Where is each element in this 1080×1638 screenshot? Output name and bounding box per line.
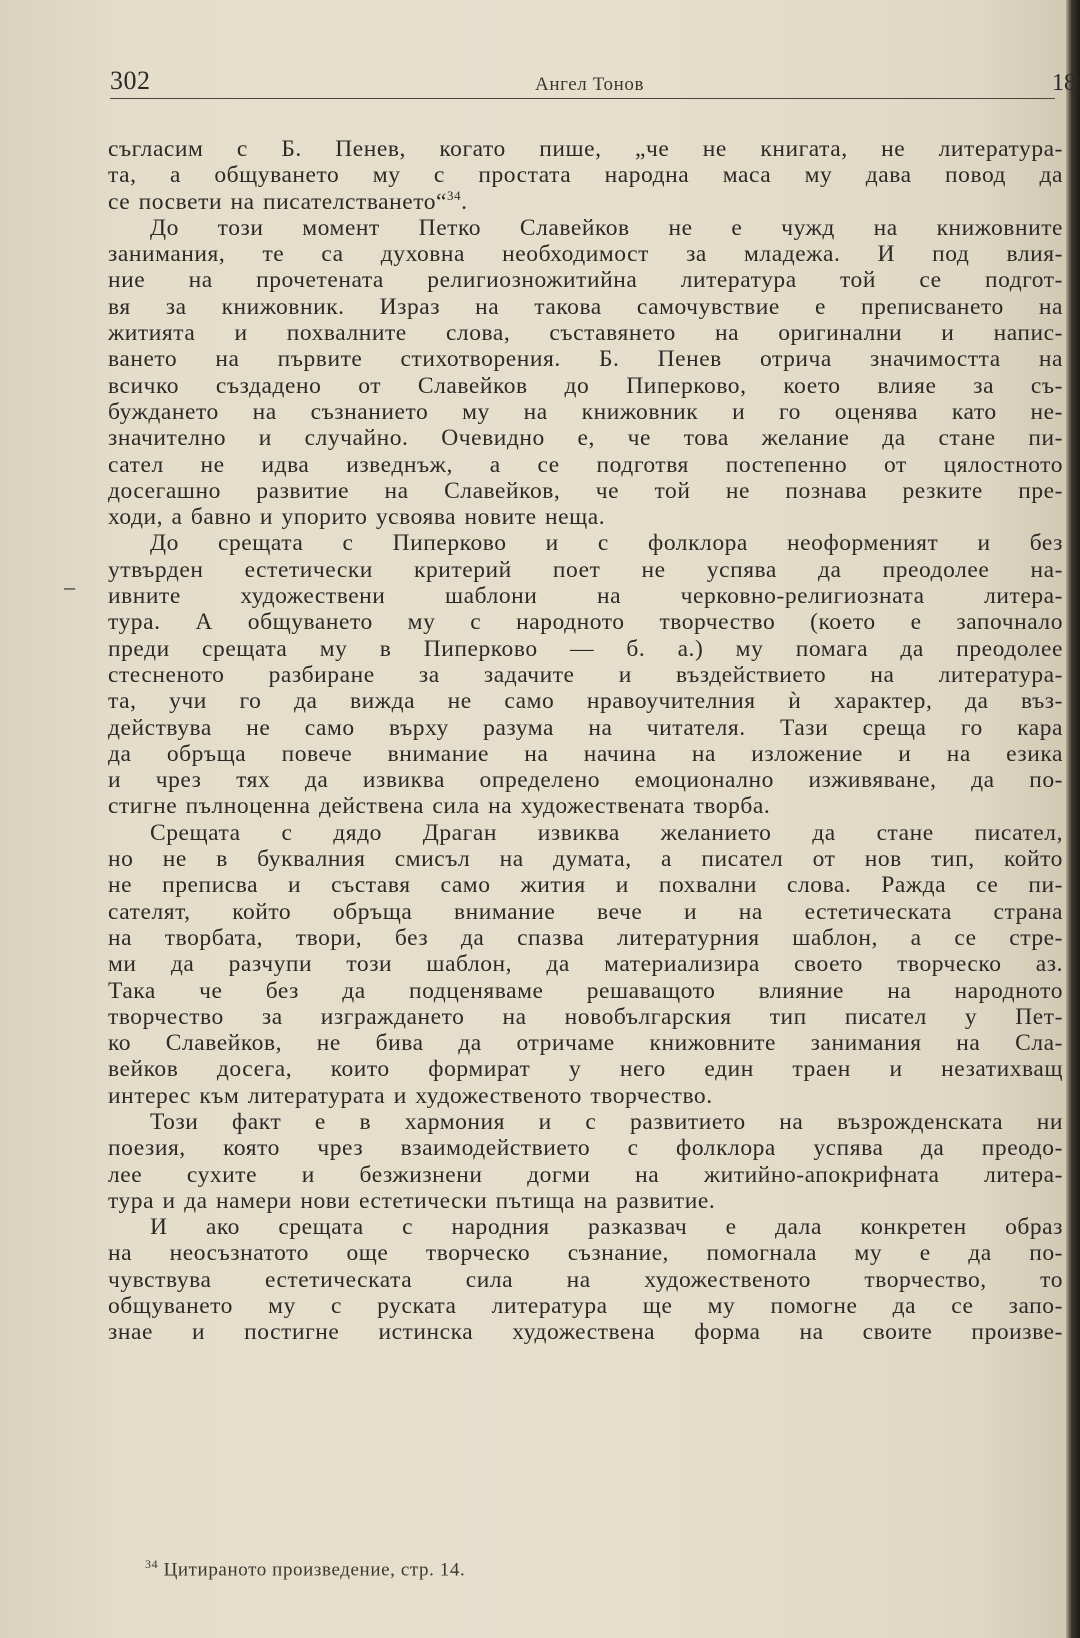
body-text: [108, 136, 1063, 1346]
text-line: [108, 189, 1063, 215]
text-line: да обръща повече внимание на начина на изложение и на езика: [108, 740, 1063, 767]
margin-mark: –: [64, 574, 75, 599]
corner-fragment: 18: [1052, 70, 1076, 96]
text-line: интерес към литературата и художественото творчество.: [108, 1082, 713, 1109]
text-line: стигне пълноценна действена сила на художествената творба.: [108, 793, 771, 820]
text-line: Този факт е в хармония и с развитието на възрожденската ни: [150, 1108, 1063, 1135]
header-rule: [110, 98, 1055, 99]
text-line: действува не само върху разума на читателя. Тази среща го кара: [108, 714, 1063, 741]
paragraph-3: [108, 530, 1063, 819]
text-line: лее сухите и безжизнени догми на житийно-апокрифната литера-: [108, 1161, 1063, 1188]
text-line: сателят, който обръща внимание вече и на естетическата страна: [108, 898, 1063, 925]
footnote-marker: 34: [145, 1557, 159, 1571]
paragraph-2: [108, 215, 1063, 531]
running-title: Ангел Тонов: [535, 74, 645, 95]
text-line: всичко създадено от Славейков до Пиперково, което влияе за съ-: [108, 372, 1063, 399]
text-line: досегашно развитие на Славейков, че той не познава резките пре-: [108, 477, 1063, 504]
text-line: вейков досега, които формират у него един траен и незатихващ: [108, 1056, 1063, 1083]
text-line: До този момент Петко Славейков не е чужд на книжовните: [150, 214, 1063, 241]
text-line: занимания, те са духовна необходимост за младежа. И под влия-: [108, 241, 1063, 268]
page-edge-shadow: [1066, 0, 1080, 1638]
text-line: и чрез тях да извиква определено емоционално изживяване, да по-: [108, 767, 1063, 794]
text-line: знае и постигне истинска художествена форма на своите произве-: [108, 1319, 1063, 1346]
paragraph-4: [108, 820, 1063, 1109]
text-line: чувствува естетическата сила на художественото творчество, то: [108, 1266, 1063, 1293]
text-line: преди срещата му в Пиперково — б. а.) му помага да преодолее: [108, 635, 1063, 662]
text-line: но не в буквалния смисъл на думата, а писател от нов тип, който: [108, 846, 1063, 873]
text-line: съгласим с Б. Пенев, когато пише, „че не книгата, не литература-: [108, 136, 1063, 162]
paragraph-1: [108, 136, 1063, 215]
text-line: ването на първите стихотворения. Б. Пенев отрича значимостта на: [108, 346, 1063, 373]
text-line: общуването му с руската литература ще му помогне да се запо-: [108, 1293, 1063, 1320]
footnote-text: Цитираното произведение, стр. 14.: [163, 1559, 466, 1581]
text-line: утвърден естетически критерий поет не успява да преодолее на-: [108, 556, 1063, 583]
text-line: не преписва и съставя само жития и похвални слова. Ражда се пи-: [108, 872, 1063, 899]
text-line: значително и случайно. Очевидно е, че това желание да стане пи-: [108, 425, 1063, 452]
text-line: поезия, която чрез взаимодействието с фолклора успява да преодо-: [108, 1135, 1063, 1162]
text-line: До срещата с Пиперково и с фолклора неоформеният и без: [150, 530, 1063, 557]
text-line: вя за книжовник. Израз на такова самочувствие е преписването на: [108, 293, 1063, 320]
text-line: тура и да намери нови естетически пътища на развитие.: [108, 1187, 716, 1214]
text-line: ко Славейков, не бива да отричаме книжовните занимания на Сла-: [108, 1030, 1063, 1057]
footnote: [145, 1557, 465, 1581]
text-line: стесненото разбиране за задачите и въздействието на литература-: [108, 661, 1063, 688]
text-line: тура. А общуването му с народното творчество (което е започнало: [108, 609, 1063, 636]
text-line: сател не идва изведнъж, а се подготвя постепенно от цялостното: [108, 451, 1063, 478]
text-line: на творбата, твори, без да спазва литературния шаблон, а се стре-: [108, 924, 1063, 951]
paragraph-6: [108, 1214, 1063, 1345]
text-line: Срещата с дядо Драган извиква желанието да стане писател,: [150, 819, 1063, 846]
sentence-end: .: [461, 188, 468, 215]
text-line: ми да разчупи този шаблон, да материализира своето творческо аз.: [108, 951, 1063, 978]
text-line: на неосъзнатото още творческо съзнание, помогнала му е да по-: [108, 1240, 1063, 1267]
text-line: буждането на съзнанието му на книжовник и го оценява като не-: [108, 398, 1063, 425]
text-line: ходи, а бавно и упорито усвоява новите неща.: [108, 504, 606, 531]
page-header: [110, 66, 1076, 106]
page-number: 302: [110, 66, 151, 95]
text-line: житията и похвалните слова, съставянето на оригинални и напис-: [108, 320, 1063, 347]
text-line: та, а общуването му с простата народна маса му дава повод да: [108, 162, 1063, 189]
text-line: Така че без да подценяваме решаващото влияние на народното: [108, 977, 1063, 1004]
text-line-content: се посвети на писателстването“: [108, 188, 448, 215]
text-line: творчество за изграждането на новобългарския тип писател у Пет-: [108, 1003, 1063, 1030]
paragraph-5: [108, 1109, 1063, 1214]
text-line: ние на прочетената религиозножитийна литература той се подгот-: [108, 267, 1063, 294]
text-line: та, учи го да вижда не само нравоучителния ѝ характер, да въз-: [108, 688, 1063, 715]
footnote-reference: 34: [447, 187, 462, 203]
text-line: ивните художествени шаблони на черковно-религиозната литера-: [108, 583, 1063, 610]
text-line: И ако срещата с народния разказвач е дала конкретен образ: [150, 1214, 1063, 1241]
